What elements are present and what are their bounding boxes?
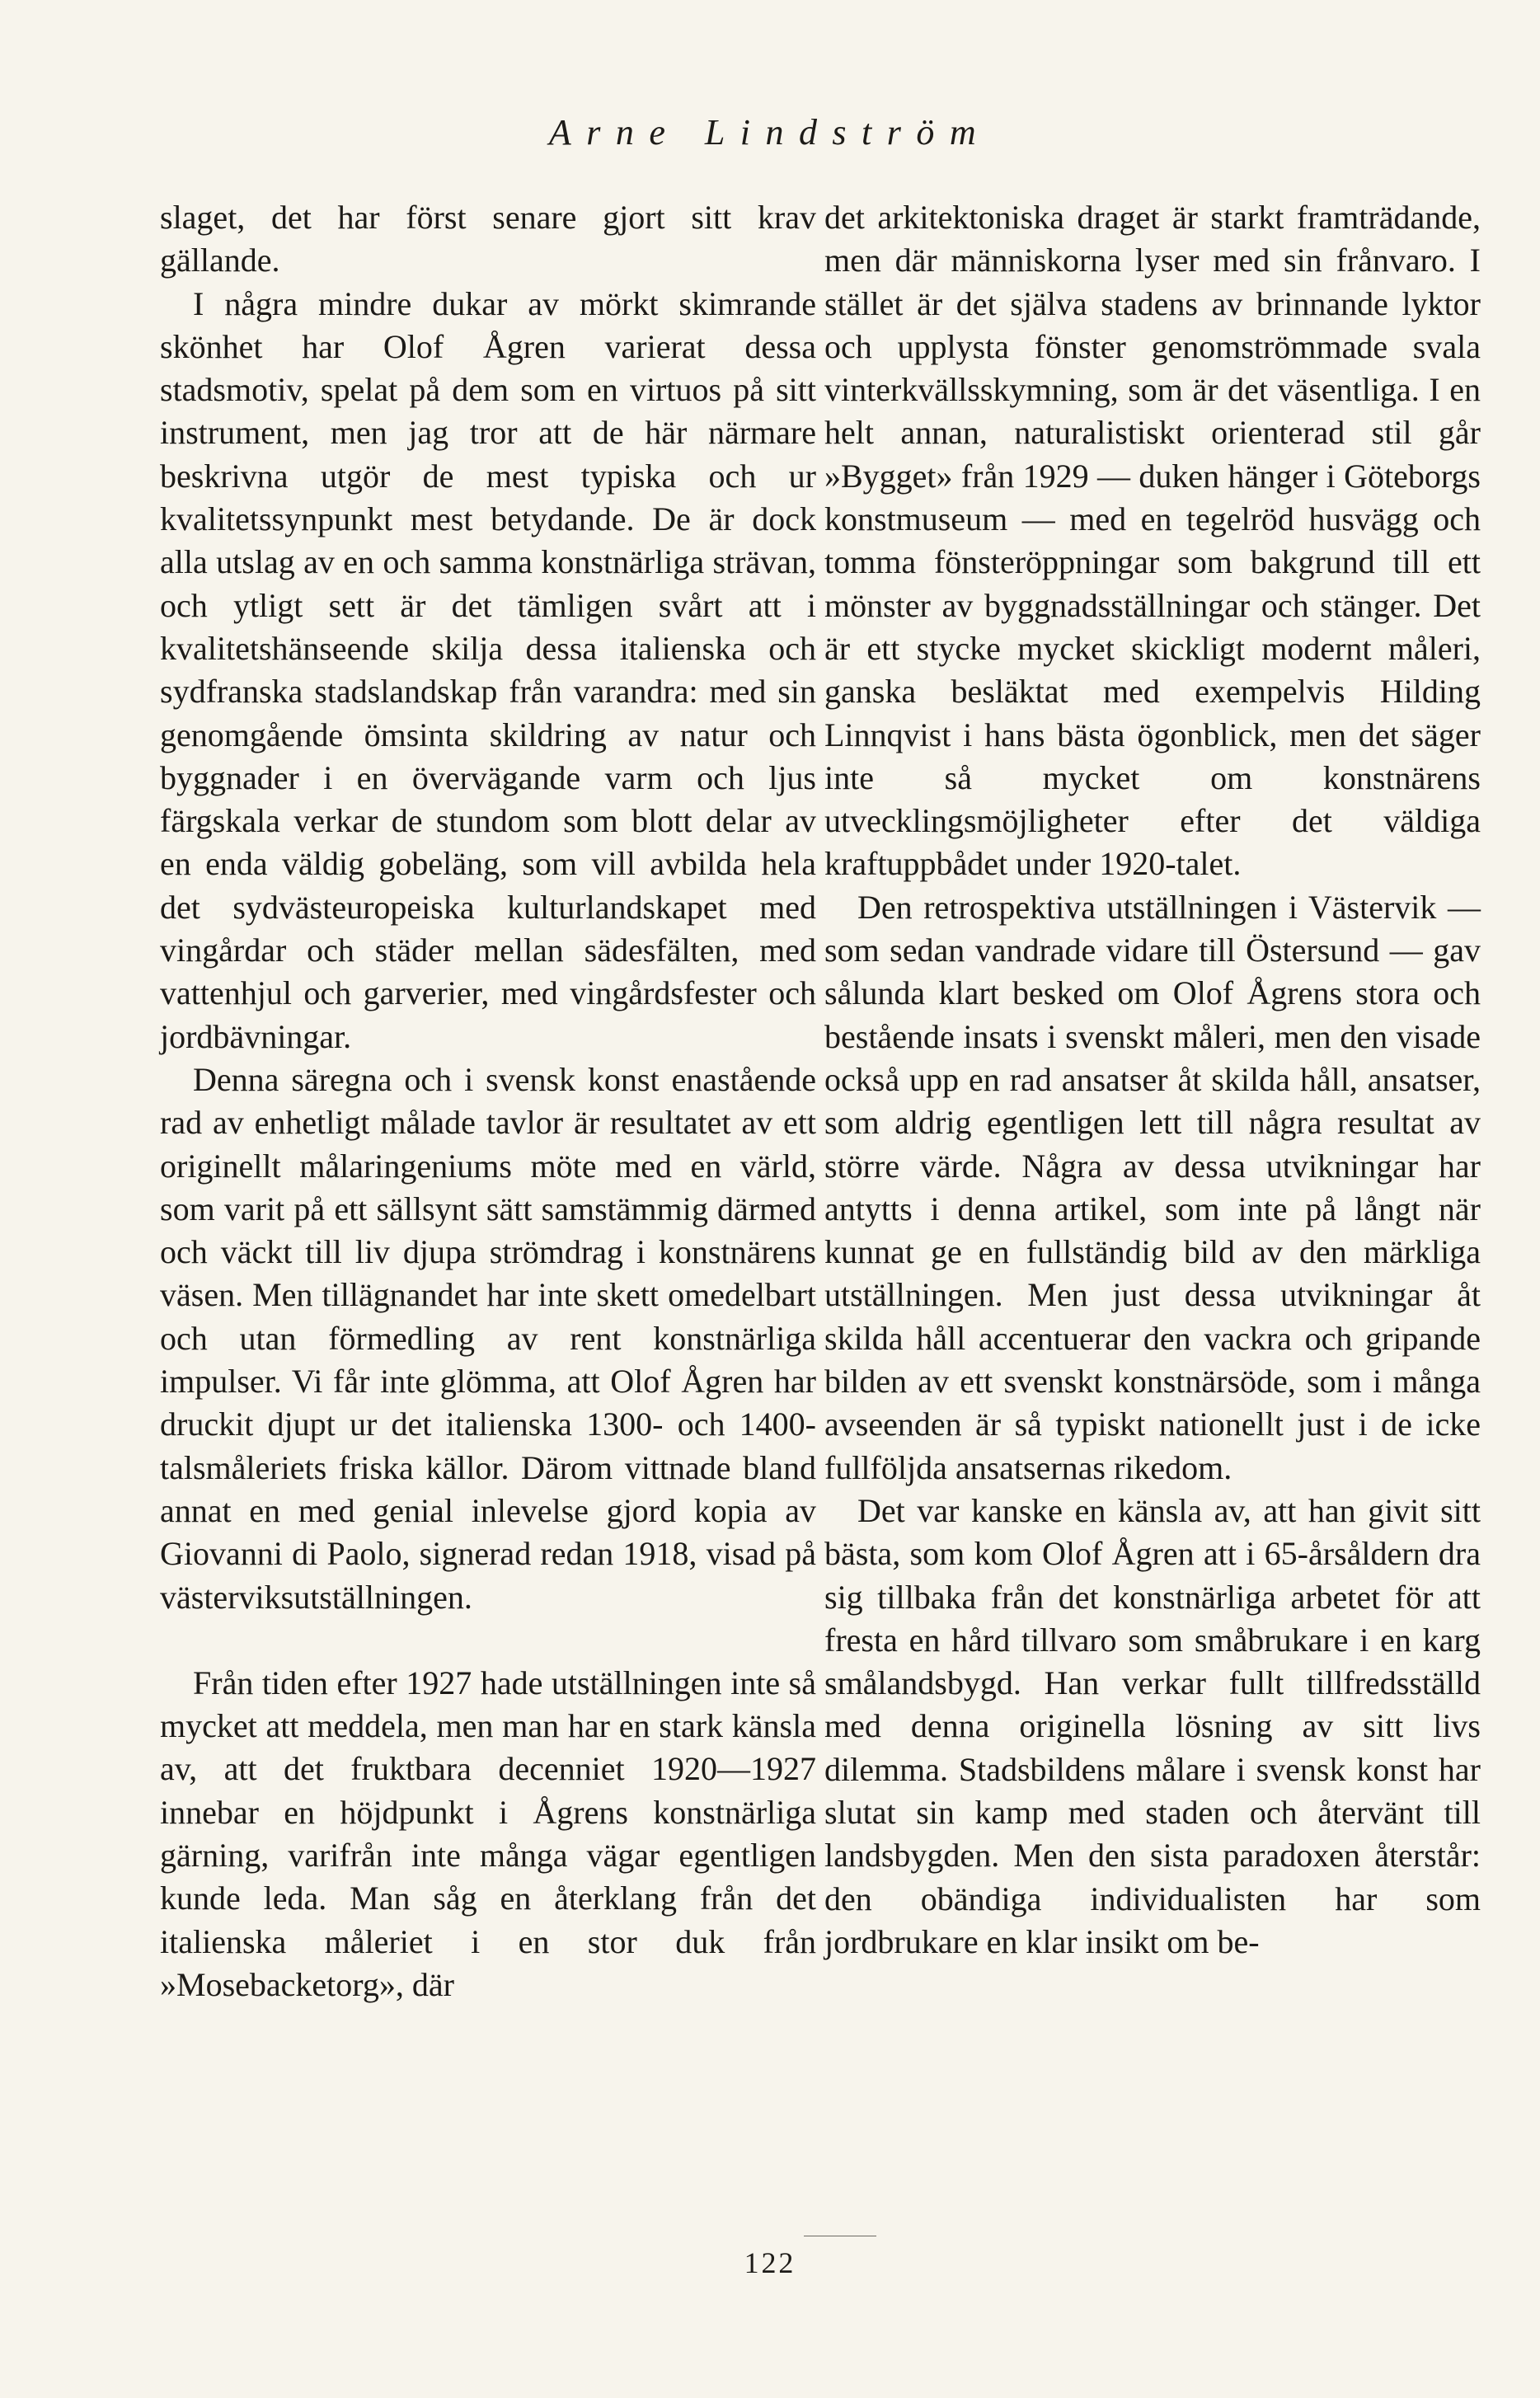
paragraph: Det var kanske en känsla av, att han givit sitt bästa, som kom Olof Ågren att i 65-årsåldern dra sig tillbaka från det konstnärliga arbetet för att fresta en hård tillvaro som småbrukare i en karg smålandsbygd. Han verkar fullt tillfredsställd med denna originella lösning av sitt livs dilemma. Stadsbildens målare i svensk konst har slutat sin kamp med staden och återvänt till landsbygden. Men den sista paradoxen återstår: den obändiga individualisten har som jordbrukare en klar insikt om be- bbox=[824, 1491, 1481, 1960]
left-column bbox=[160, 196, 816, 2006]
paragraph: slaget, det har först senare gjort sitt krav gällande. bbox=[160, 199, 816, 279]
paragraph: Denna säregna och i svensk konst enastående rad av enhetligt målade tavlor är resultatet av ett originellt målaringeniums möte med en värld, som varit på ett sällsynt sätt samstämmig därmed och väckt till liv djupa strömdrag i konstnärens väsen. Men tillägnandet har inte skett omedelbart och utan förmedling av rent konstnärliga impulser. Vi får inte glömma, att Olof Ågren har druckit djupt ur det italienska 1300- och 1400-talsmåleriets friska källor. Därom vittnade bland annat en med genial inlevelse gjord kopia av Giovanni di Paolo, signerad redan 1918, visad på västerviksutställningen. bbox=[160, 1060, 816, 1616]
paragraph: det arkitektoniska draget är starkt framträdande, men där människorna lyser med sin frånvaro. I stället är det själva stadens av brinnande lyktor och upplysta fönster genomströmmade svala vinterkvällsskymning, som är det väsentliga. I en helt annan, naturalistiskt orienterad stil går »Bygget» från 1929 — duken hänger i Göteborgs konstmuseum — med en tegelröd husvägg och tomma fönsteröppningar som bakgrund till ett mönster av byggnadsställningar och stänger. Det är ett stycke mycket skickligt modernt måleri, ganska besläktat med exempelvis Hilding Linnqvist i hans bästa ögonblick, men det säger inte så mycket om konstnärens utvecklingsmöjligheter efter det väldiga kraftuppbådet under 1920-talet. bbox=[824, 199, 1481, 883]
right-column bbox=[824, 196, 1481, 1964]
paragraph: Den retrospektiva utställningen i Västervik — som sedan vandrade vidare till Östersund — gav sålunda klart besked om Olof Ågrens stora och bestående insats i svenskt måleri, men den visade också upp en rad ansatser åt skilda håll, ansatser, som aldrig egentligen lett till några resultat av större värde. Några av dessa utvikningar har antytts i denna artikel, som inte på långt när kunnat ge en fullständig bild av den märkliga utställningen. Men just dessa utvikningar åt skilda håll accentuerar den vackra och gripande bilden av ett svenskt konstnärsöde, som i många avseenden är så typiskt nationellt just i de icke fullföljda ansatsernas rikedom. bbox=[824, 888, 1481, 1486]
paragraph: Från tiden efter 1927 hade utställningen inte så mycket att meddela, men man har en stark känsla av, att det fruktbara decenniet 1920—1927 innebar en höjdpunkt i Ågrens konstnärliga gärning, varifrån inte många vägar egentligen kunde leda. Man såg en återklang från det italienska måleriet i en stor duk från »Mosebacketorg», där bbox=[160, 1664, 816, 2003]
paragraph: I några mindre dukar av mörkt skimrande skönhet har Olof Ågren varierat dessa stadsmotiv, spelat på dem som en virtuos på sitt instrument, men jag tror att de här närmare beskrivna utgör de mest typiska och ur kvalitetssynpunkt mest betydande. De är dock alla utslag av en och samma konstnärliga strävan, och ytligt sett är det tämligen svårt att i kvalitetshänseende skilja dessa italienska och sydfranska stadslandskap från varandra: med sin genomgående ömsinta skildring av natur och byggnader i en övervägande varm och ljus färgskala verkar de stundom som blott delar av en enda väldig gobeläng, som vill avbilda hela det sydvästeuropeiska kulturlandskapet med vingårdar och städer mellan sädesfälten, med vattenhjul och garverier, med vingårdsfester och jordbävningar. bbox=[160, 284, 816, 1055]
running-title: Arne Lindström bbox=[548, 112, 992, 153]
page-number: 122 bbox=[744, 2246, 796, 2279]
